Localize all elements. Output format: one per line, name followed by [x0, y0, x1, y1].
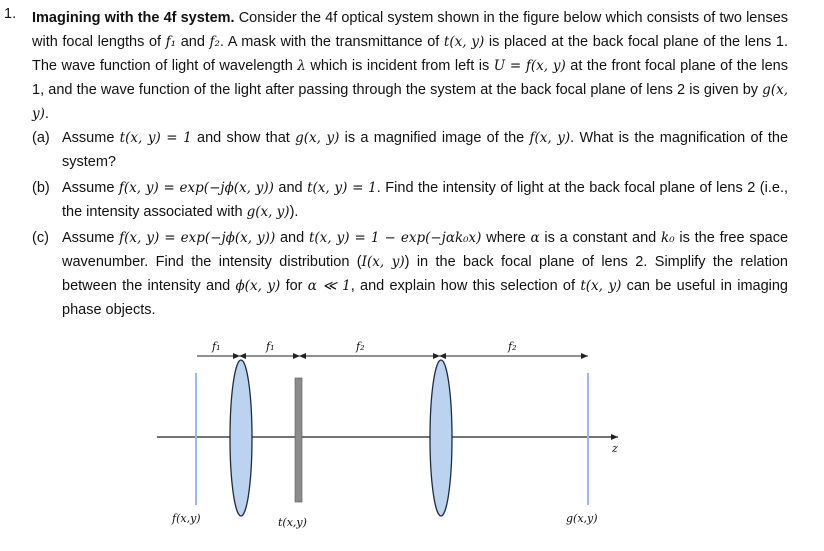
problem-number: 1. — [4, 6, 17, 22]
part-text: Assume f(x, y) = exp(−jϕ(x, y)) and t(x, y) = 1. Find the intensity of light at the back focal plane of lens 2 (i.e., the intensity associated with g(x, y)). — [62, 180, 789, 220]
intro-text: at the front focal plane of the lens 1, and the wave function of the light after passing through the system at the back focal plane of lens 2 is given by — [32, 58, 788, 98]
intro-text: . — [44, 106, 49, 122]
part-label: (b) — [32, 180, 50, 196]
label-output-field: g(x,y) — [566, 512, 598, 525]
intro-text: is placed at the back focal plane of the lens 1. The wave function of light of wavelength — [32, 34, 788, 74]
label-mask-transmittance: t(x,y) — [278, 516, 307, 529]
axis-label-z: z — [612, 442, 618, 455]
dim-label-f1-right: f₁ — [266, 340, 275, 353]
math-txy: t(x, y) — [443, 34, 485, 50]
label-input-field: f(x,y) — [172, 512, 201, 525]
intro-text: Consider the 4f optical system shown in the figure below which consists of two lenses with focal lengths of — [32, 10, 789, 50]
math-lambda: λ — [297, 58, 306, 74]
dim-label-f1-left: f₁ — [212, 340, 221, 353]
problem-title: Imagining with the 4f system. — [32, 10, 235, 26]
lens-2 — [430, 360, 452, 516]
math-f1: f₁ — [165, 34, 177, 50]
part-text: Assume f(x, y) = exp(−jϕ(x, y)) and t(x, y) = 1 − exp(−jαk₀x) where α is a constant and k₀ is the free space wavenumber. Find the intensity distribution (I(x, y)) in the back focal plane of lens 2. Simplify the relation between the intensity and ϕ(x, y) for α ≪ 1, and explain how this selection of t(x, y) can be useful in imaging phase objects. — [62, 230, 789, 318]
math-f2: f₂ — [209, 34, 220, 50]
intro-text: . A mask with the transmittance of — [219, 34, 444, 50]
part-label: (a) — [32, 130, 50, 146]
mask — [295, 378, 302, 502]
lens-1 — [230, 360, 252, 516]
dim-label-f2-right: f₂ — [508, 340, 517, 353]
math-U: U = f(x, y) — [493, 58, 566, 74]
math-gxy: g(x, y) — [32, 82, 788, 122]
part-label: (c) — [32, 230, 49, 246]
intro-text: which is incident from left is — [305, 58, 494, 74]
intro-text: and — [176, 34, 210, 50]
dim-label-f2-left: f₂ — [356, 340, 365, 353]
part-text: Assume t(x, y) = 1 and show that g(x, y) is a magnified image of the f(x, y). What is the magnification of the system? — [62, 130, 789, 170]
